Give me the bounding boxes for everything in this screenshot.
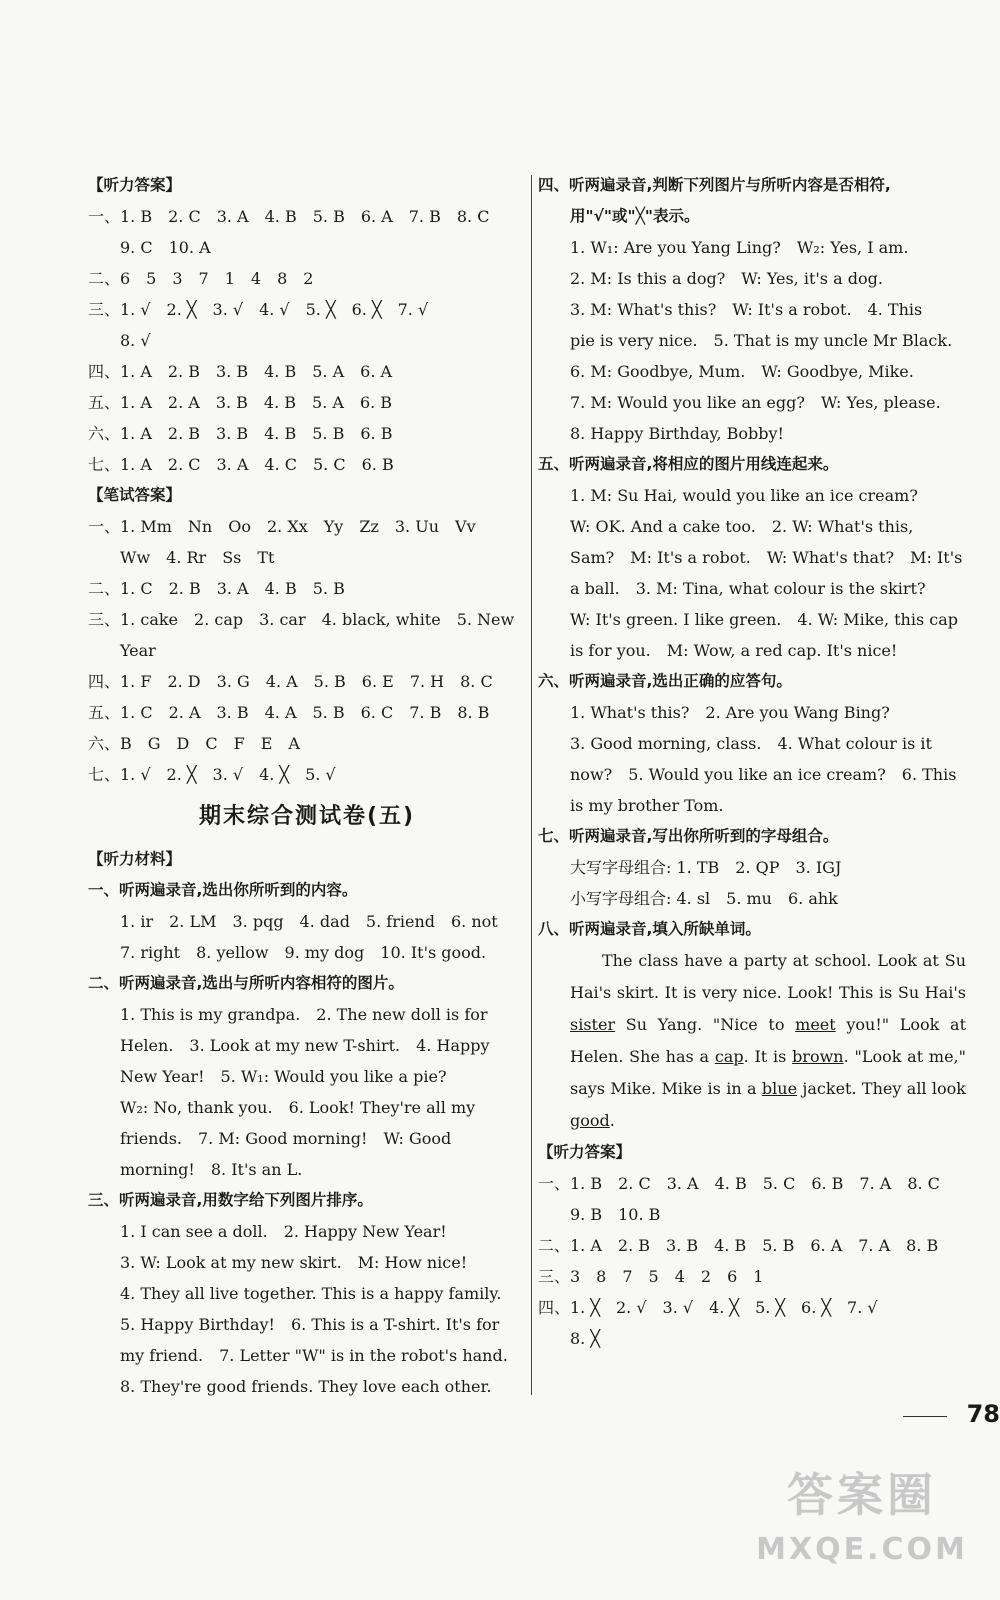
material-line: Sam? M: It's a robot. W: What's that? M: It's: [570, 548, 963, 567]
filled-word: cap: [714, 1047, 744, 1066]
answer-line: Year: [120, 641, 156, 660]
material-line: a ball. 3. M: Tina, what colour is the skirt?: [570, 579, 926, 598]
passage-text: . "Look at me," says Mike. Mike is in a: [570, 1047, 966, 1098]
material-line: 1. I can see a doll. 2. Happy New Year!: [120, 1222, 447, 1241]
passage-text: jacket. They all look: [797, 1079, 966, 1098]
material-line: is for you. M: Wow, a red cap. It's nice!: [570, 641, 898, 660]
filled-word: brown: [792, 1047, 844, 1066]
cloze-passage: [538, 945, 966, 1137]
material-line: my friend. 7. Letter "W" is in the robot's hand.: [120, 1346, 508, 1365]
right-column: [538, 170, 966, 1354]
passage-text: . It is: [743, 1047, 793, 1066]
page-number-rule: [903, 1416, 947, 1417]
watermark-url: MXQE.COM: [756, 1532, 968, 1567]
material-line: 8. Happy Birthday, Bobby!: [570, 424, 784, 443]
material-line: 小写字母组合: 4. sl 5. mu 6. ahk: [570, 889, 838, 908]
material-line: 1. W₁: Are you Yang Ling? W₂: Yes, I am.: [570, 238, 909, 257]
listening-material-heading: 【听力材料】: [88, 850, 182, 868]
passage-text: Su Yang. "Nice to: [615, 1015, 796, 1034]
material-line: now? 5. Would you like an ice cream? 6. This: [570, 765, 957, 784]
answer-line: 8. √: [120, 331, 151, 350]
section-heading: 八、听两遍录音,填入所缺单词。: [538, 920, 761, 938]
section-heading: 六、听两遍录音,选出正确的应答句。: [538, 672, 792, 690]
material-line: morning! 8. It's an L.: [120, 1160, 303, 1179]
answer-line: 二、1. C 2. B 3. A 4. B 5. B: [88, 579, 345, 598]
page-number: 78: [966, 1400, 1000, 1428]
answer-line: 9. B 10. B: [570, 1205, 661, 1224]
section-heading-cont: 用"√"或"╳"表示。: [570, 207, 700, 225]
material-line: 8. They're good friends. They love each other.: [120, 1377, 492, 1396]
material-line: 1. This is my grandpa. 2. The new doll is for: [120, 1005, 488, 1024]
passage-text: .: [609, 1111, 615, 1130]
material-line: pie is very nice. 5. That is my uncle Mr Black.: [570, 331, 953, 350]
answer-line: 一、1. B 2. C 3. A 4. B 5. B 6. A 7. B 8. C: [88, 207, 490, 226]
answer-line: Ww 4. Rr Ss Tt: [120, 548, 275, 567]
section-heading: 二、听两遍录音,选出与所听内容相符的图片。: [88, 974, 404, 992]
material-line: Helen. 3. Look at my new T-shirt. 4. Happy: [120, 1036, 490, 1055]
material-line: 大写字母组合: 1. TB 2. QP 3. IGJ: [570, 858, 842, 877]
section-heading: 三、听两遍录音,用数字给下列图片排序。: [88, 1191, 373, 1209]
section-heading: 七、听两遍录音,写出你所听到的字母组合。: [538, 827, 839, 845]
column-divider: [531, 175, 532, 1395]
material-line: 4. They all live together. This is a happy family.: [120, 1284, 502, 1303]
answer-line: 五、1. A 2. A 3. B 4. B 5. A 6. B: [88, 393, 393, 412]
filled-word: good: [570, 1111, 610, 1130]
answer-line: 六、1. A 2. B 3. B 4. B 5. B 6. B: [88, 424, 393, 443]
section-heading: 五、听两遍录音,将相应的图片用线连起来。: [538, 455, 839, 473]
answer-line: 二、6 5 3 7 1 4 8 2: [88, 269, 314, 288]
written-answers-heading: 【笔试答案】: [88, 486, 182, 504]
filled-word: meet: [795, 1015, 836, 1034]
section-heading: 四、听两遍录音,判断下列图片与所听内容是否相符,: [538, 176, 891, 194]
material-line: 2. M: Is this a dog? W: Yes, it's a dog.: [570, 269, 883, 288]
listening-answers-heading: 【听力答案】: [538, 1143, 632, 1161]
section-heading: 一、听两遍录音,选出你所听到的内容。: [88, 881, 358, 899]
answer-line: 六、B G D C F E A: [88, 734, 300, 753]
answer-line: 一、1. B 2. C 3. A 4. B 5. C 6. B 7. A 8. C: [538, 1174, 940, 1193]
material-line: friends. 7. M: Good morning! W: Good: [120, 1129, 452, 1148]
answer-line: 三、1. cake 2. cap 3. car 4. black, white 5. New: [88, 610, 515, 629]
answer-line: 9. C 10. A: [120, 238, 211, 257]
filled-word: sister: [570, 1015, 616, 1034]
material-line: 1. M: Su Hai, would you like an ice cream?: [570, 486, 918, 505]
passage-text: you!" Look at Helen. She has a: [570, 1015, 966, 1066]
passage-text: The class have a party at school. Look at Su Hai's skirt. It is very nice. Look! This is Su Hai's: [570, 951, 966, 1002]
answer-line: 五、1. C 2. A 3. B 4. A 5. B 6. C 7. B 8. B: [88, 703, 490, 722]
exam-title: 期末综合测试卷(五): [198, 804, 416, 829]
answer-line: 七、1. A 2. C 3. A 4. C 5. C 6. B: [88, 455, 394, 474]
material-line: 5. Happy Birthday! 6. This is a T-shirt. It's for: [120, 1315, 500, 1334]
answer-line: 8. ╳: [570, 1329, 600, 1348]
material-line: 6. M: Goodbye, Mum. W: Goodbye, Mike.: [570, 362, 914, 381]
answer-line: 四、1. A 2. B 3. B 4. B 5. A 6. A: [88, 362, 393, 381]
material-line: W: It's green. I like green. 4. W: Mike, this cap: [570, 610, 959, 629]
answer-line: 三、1. √ 2. ╳ 3. √ 4. √ 5. ╳ 6. ╳ 7. √: [88, 300, 429, 319]
material-line: W₂: No, thank you. 6. Look! They're all my: [120, 1098, 476, 1117]
filled-word: blue: [761, 1079, 798, 1098]
material-line: 7. right 8. yellow 9. my dog 10. It's good.: [120, 943, 487, 962]
material-line: W: OK. And a cake too. 2. W: What's this,: [570, 517, 914, 536]
material-line: 3. W: Look at my new skirt. M: How nice!: [120, 1253, 468, 1272]
material-line: New Year! 5. W₁: Would you like a pie?: [120, 1067, 447, 1086]
material-line: 3. M: What's this? W: It's a robot. 4. This: [570, 300, 923, 319]
material-line: 3. Good morning, class. 4. What colour is it: [570, 734, 932, 753]
answer-line: 一、1. Mm Nn Oo 2. Xx Yy Zz 3. Uu Vv: [88, 517, 476, 536]
listening-answers-heading: 【听力答案】: [88, 176, 182, 194]
answer-line: 三、3 8 7 5 4 2 6 1: [538, 1267, 764, 1286]
watermark-text: 答案圈: [787, 1468, 937, 1522]
watermark-logo: [752, 1460, 972, 1580]
answer-line: 二、1. A 2. B 3. B 4. B 5. B 6. A 7. A 8. B: [538, 1236, 939, 1255]
material-line: 1. What's this? 2. Are you Wang Bing?: [570, 703, 890, 722]
answer-line: 四、1. ╳ 2. √ 3. √ 4. ╳ 5. ╳ 6. ╳ 7. √: [538, 1298, 878, 1317]
material-line: is my brother Tom.: [570, 796, 724, 815]
material-line: 1. ir 2. LM 3. pqg 4. dad 5. friend 6. not: [120, 912, 498, 931]
left-column: [88, 170, 526, 1402]
answer-line: 七、1. √ 2. ╳ 3. √ 4. ╳ 5. √: [88, 765, 336, 784]
answer-line: 四、1. F 2. D 3. G 4. A 5. B 6. E 7. H 8. C: [88, 672, 493, 691]
material-line: 7. M: Would you like an egg? W: Yes, please.: [570, 393, 941, 412]
